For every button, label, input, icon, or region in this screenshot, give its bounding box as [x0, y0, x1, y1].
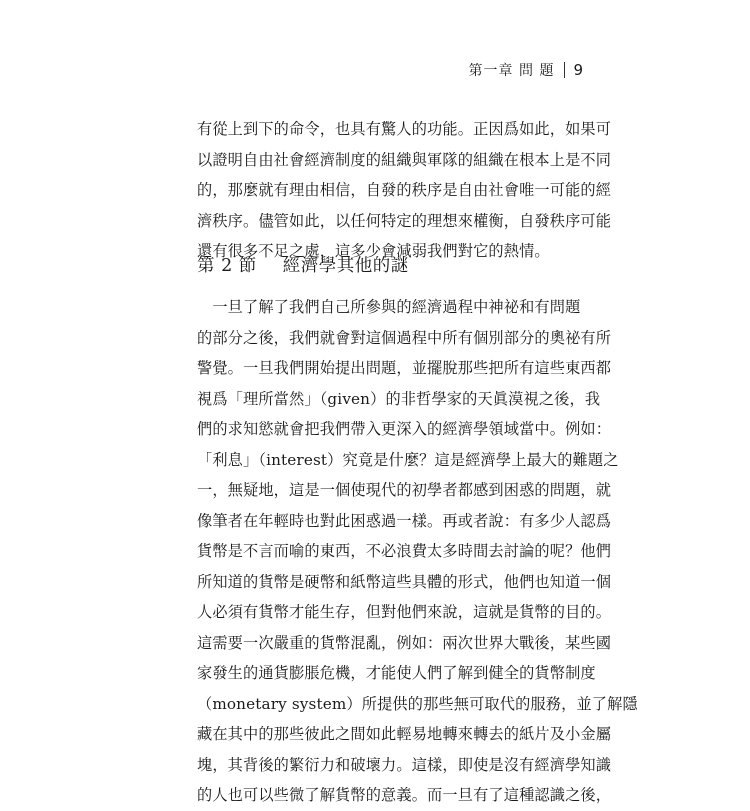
page-number: 9	[573, 61, 584, 79]
text-line: 藏在其中的那些彼此之間如此輕易地轉來轉去的紙片及小金屬	[197, 725, 612, 743]
text-line: 的部分之後，我們就會對這個過程中所有個別部分的奧祕有所	[197, 328, 612, 347]
section-title: 經濟學其他的謎	[282, 256, 409, 276]
top-paragraph	[197, 114, 612, 267]
text-line: 濟秩序。儘管如此，以任何特定的理想來權衡，自發秩序可能	[197, 211, 612, 230]
text-line: 們的求知慾就會把我們帶入更深入的經濟學領域當中。例如：	[197, 420, 612, 438]
header-divider	[564, 62, 565, 78]
text-line: （monetary system）所提供的那些無可取代的服務，並了解隱	[197, 694, 638, 713]
text-line: 像筆者在年輕時也對此困惑過一樣。再或者說：有多少人認爲	[197, 511, 612, 530]
section-heading	[197, 252, 409, 277]
text-line: 有從上到下的命令，也具有驚人的功能。正因爲如此，如果可	[197, 120, 612, 138]
section-number: 第 2 節	[197, 256, 257, 276]
text-line: 貨幣是不言而喻的東西，不必浪費太多時間去討論的呢？他們	[197, 542, 612, 560]
text-line: 一旦了解了我們自己所參與的經濟過程中神祕和有問題	[197, 298, 581, 316]
text-line: 人必須有貨幣才能生存，但對他們來說，這就是貨幣的目的。	[197, 603, 612, 621]
text-line: 這需要一次嚴重的貨幣混亂，例如：兩次世界大戰後，某些國	[197, 633, 612, 652]
text-line: 塊，其背後的繁衍力和破壞力。這樣，即使是沒有經濟學知識	[197, 755, 612, 774]
text-line: 警覺。一旦我們開始提出問題，並擺脫那些把所有這些東西都	[197, 359, 612, 377]
text-line: 的人也可以些微了解貨幣的意義。而一旦有了這種認識之後，	[197, 786, 612, 804]
chapter-title: 第一章 問 題	[468, 63, 555, 79]
text-line: 「利息」（interest）究竟是什麼？這是經濟學上最大的難題之	[197, 450, 619, 469]
main-paragraph	[197, 292, 638, 811]
text-line: 視爲「理所當然」（given）的非哲學家的天眞漠視之後，我	[197, 389, 601, 408]
text-line: 以證明自由社會經濟制度的組織與軍隊的組織在根本上是不同	[197, 150, 612, 169]
text-line: 家發生的通貨膨脹危機，才能使人們了解到健全的貨幣制度	[197, 664, 596, 682]
text-line: 的，那麼就有理由相信，自發的秩序是自由社會唯一可能的經	[197, 181, 612, 199]
text-line: 所知道的貨幣是硬幣和紙幣這些具體的形式，他們也知道一個	[197, 572, 612, 591]
text-line: 還有很多不足之處，這多少會減弱我們對它的熱情。	[197, 242, 550, 260]
running-header	[469, 60, 584, 80]
text-line: 一，無疑地，這是一個使現代的初學者都感到困惑的問題，就	[197, 481, 612, 499]
